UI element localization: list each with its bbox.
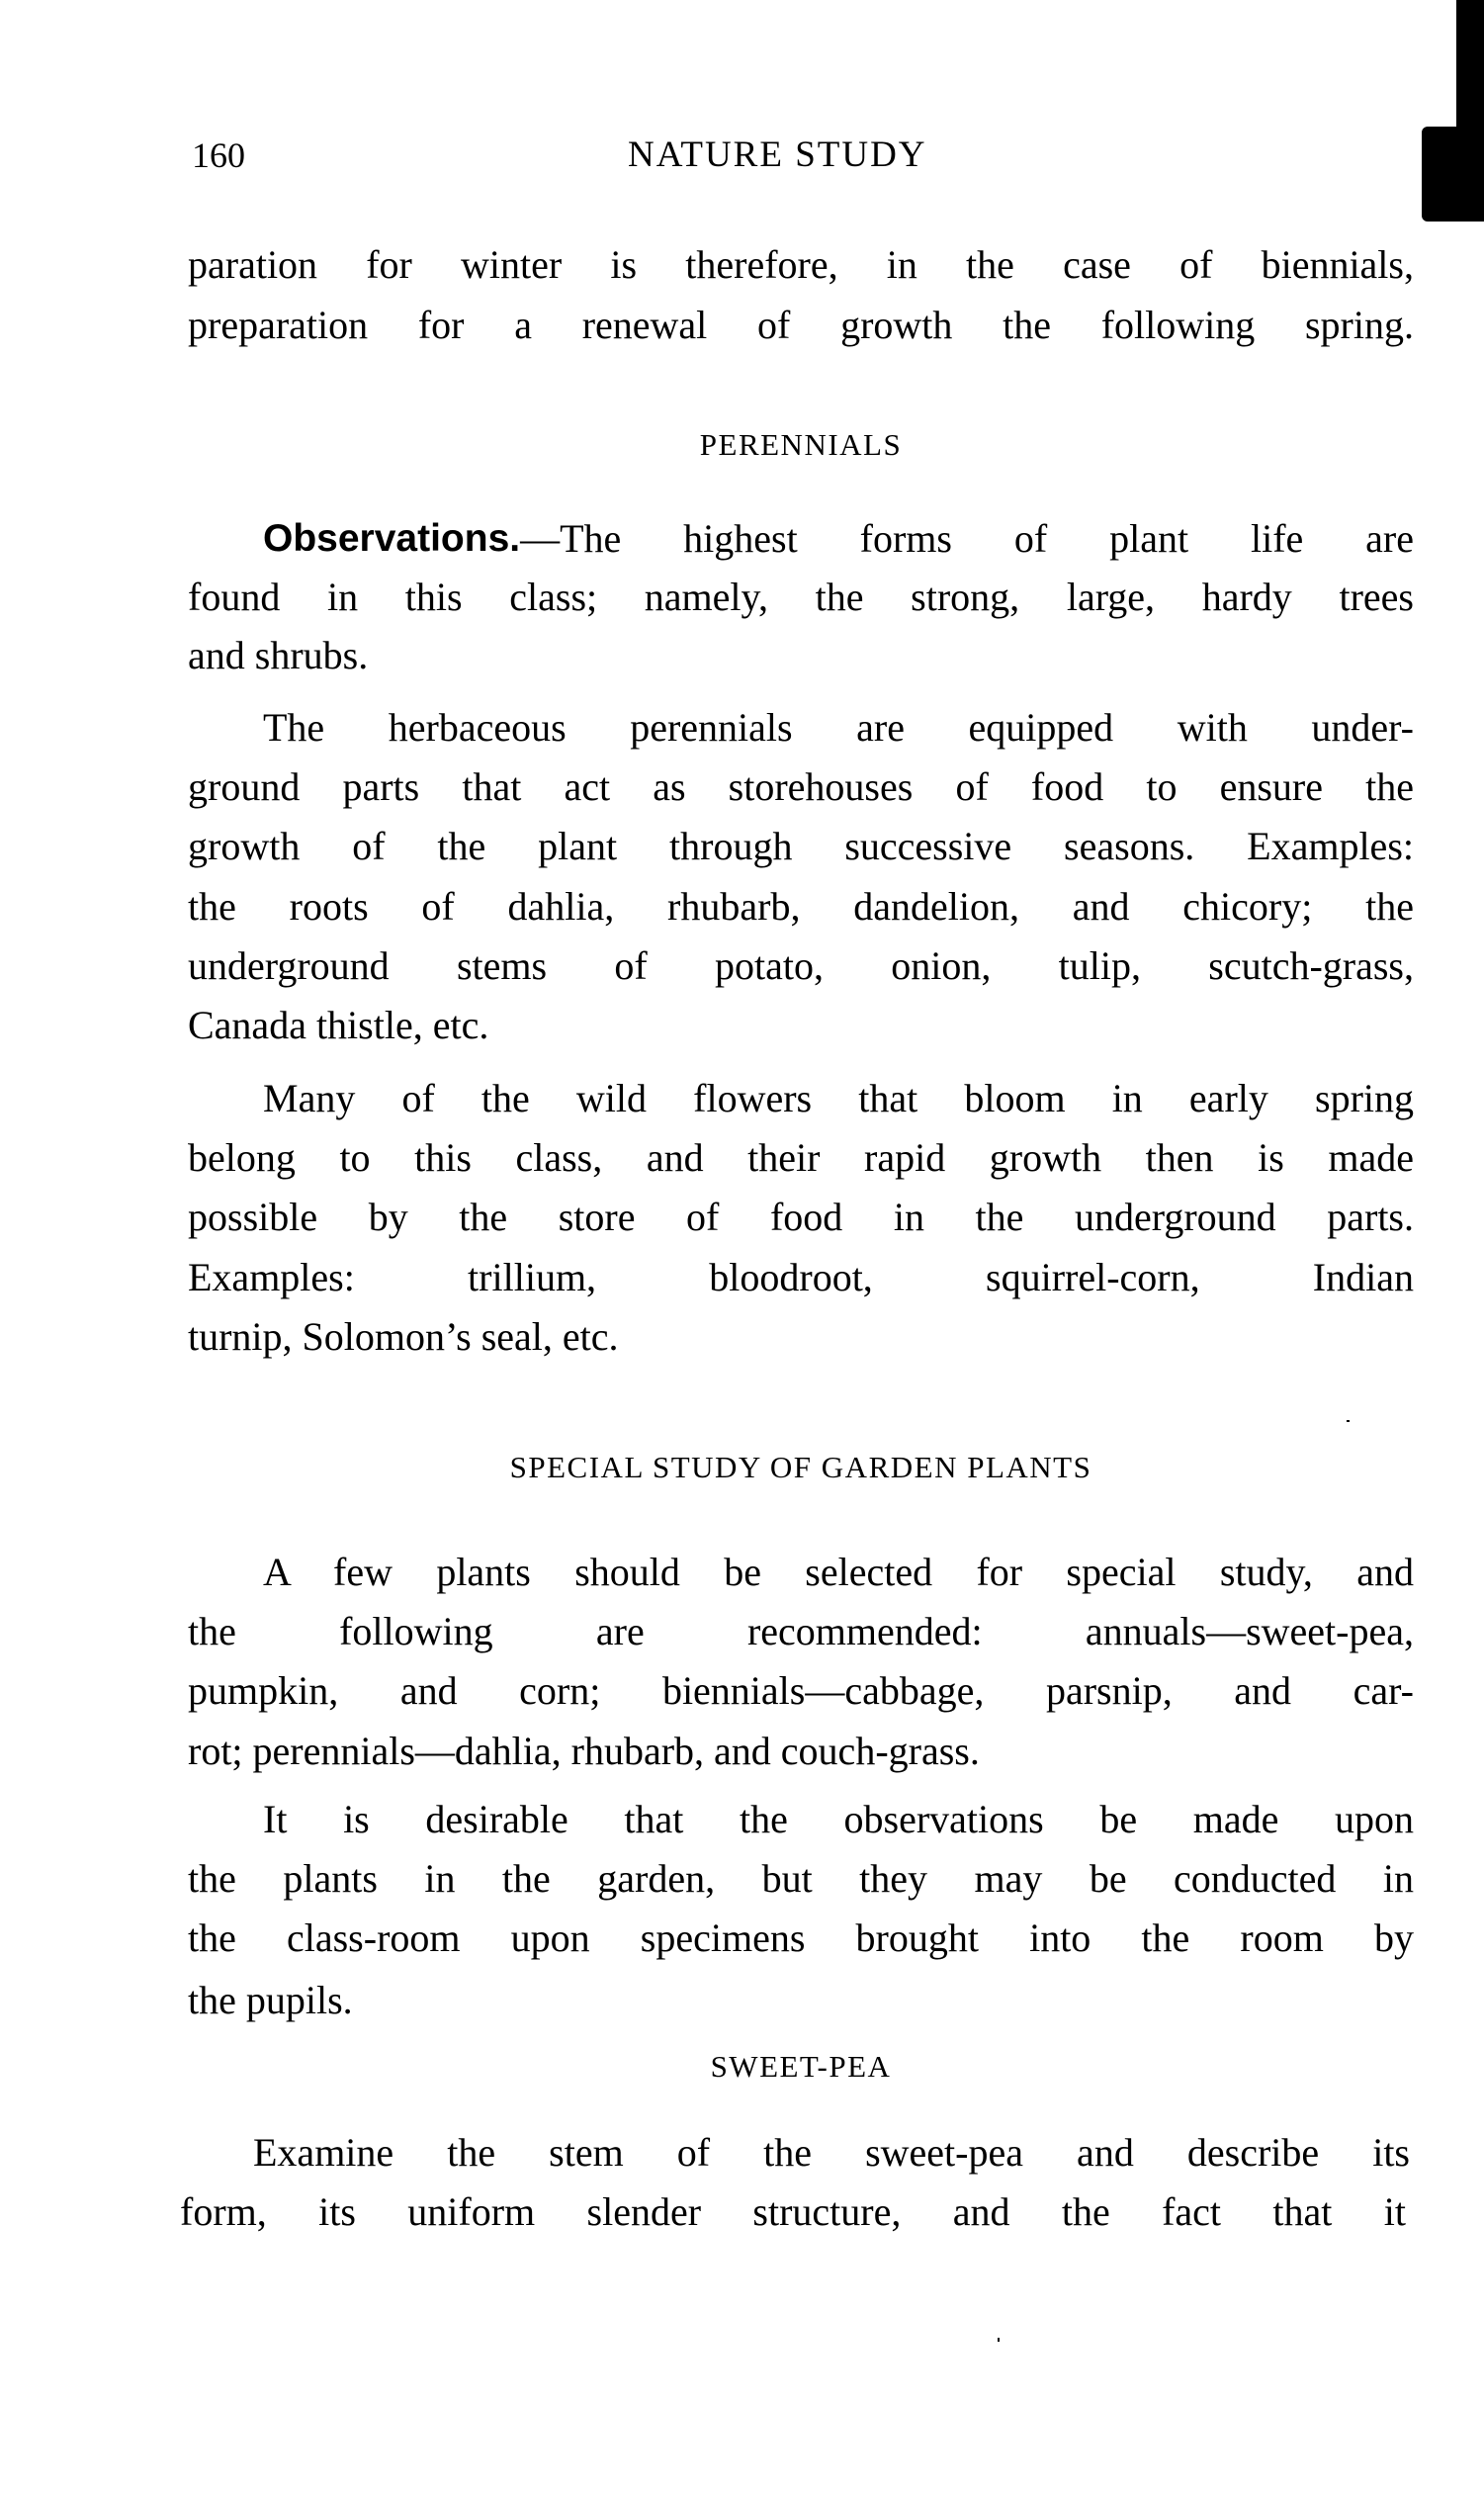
scan-speck [1347,1420,1350,1422]
body-line: the class-room upon specimens brought into the room by [188,1915,1414,1960]
body-line: underground stems of potato, onion, tulip, scutch-grass, [188,943,1414,988]
scan-edge-artifact-lower [1422,127,1484,222]
section-heading-sweet-pea: SWEET-PEA [710,2049,892,2084]
body-line [263,515,1414,563]
body-line: possible by the store of food in the underground parts. [188,1195,1414,1239]
body-line: paration for winter is therefore, in the case of biennials, [188,242,1414,287]
scan-speck [998,2338,1000,2342]
body-line: Canada thistle, etc. [188,1003,489,1047]
body-line: It is desirable that the observations be made upon [263,1797,1414,1841]
body-line: Examples: trillium, bloodroot, squirrel-corn, Indian [188,1255,1414,1299]
body-line: rot; perennials—dahlia, rhubarb, and couch-grass. [188,1729,980,1773]
body-line: the roots of dahlia, rhubarb, dandelion, and chicory; the [188,884,1414,929]
body-line: growth of the plant through successive seasons. Examples: [188,824,1414,868]
running-title: NATURE STUDY [628,134,927,175]
body-line: preparation for a renewal of growth the following spring. [188,303,1414,347]
section-heading-garden-plants: SPECIAL STUDY OF GARDEN PLANTS [509,1450,1092,1484]
body-line: belong to this class, and their rapid growth then is made [188,1135,1414,1180]
body-line: form, its uniform slender structure, and the fact that it [180,2189,1406,2234]
body-line: ground parts that act as storehouses of food to ensure the [188,764,1414,809]
body-line: turnip, Solomon’s seal, etc. [188,1314,619,1359]
body-line: the pupils. [188,1978,353,2022]
observations-text: —The highest forms of plant life are [520,516,1414,561]
body-line: The herbaceous perennials are equipped with under- [263,705,1414,750]
scan-edge-artifact [1456,0,1484,129]
body-line: found in this class; namely, the strong, large, hardy trees [188,575,1414,619]
body-line: pumpkin, and corn; biennials—cabbage, parsnip, and car- [188,1668,1414,1713]
observations-label: Observations. [263,517,521,560]
body-line: Many of the wild flowers that bloom in early spring [263,1076,1414,1120]
body-line: and shrubs. [188,633,369,677]
page-number: 160 [192,135,245,175]
body-line: Examine the stem of the sweet-pea and describe its [253,2130,1410,2175]
body-line: the following are recommended: annuals—sweet-pea, [188,1609,1414,1653]
section-heading-perennials: PERENNIALS [699,427,903,462]
body-line: the plants in the garden, but they may be conducted in [188,1856,1414,1901]
body-line: A few plants should be selected for special study, and [263,1550,1414,1594]
